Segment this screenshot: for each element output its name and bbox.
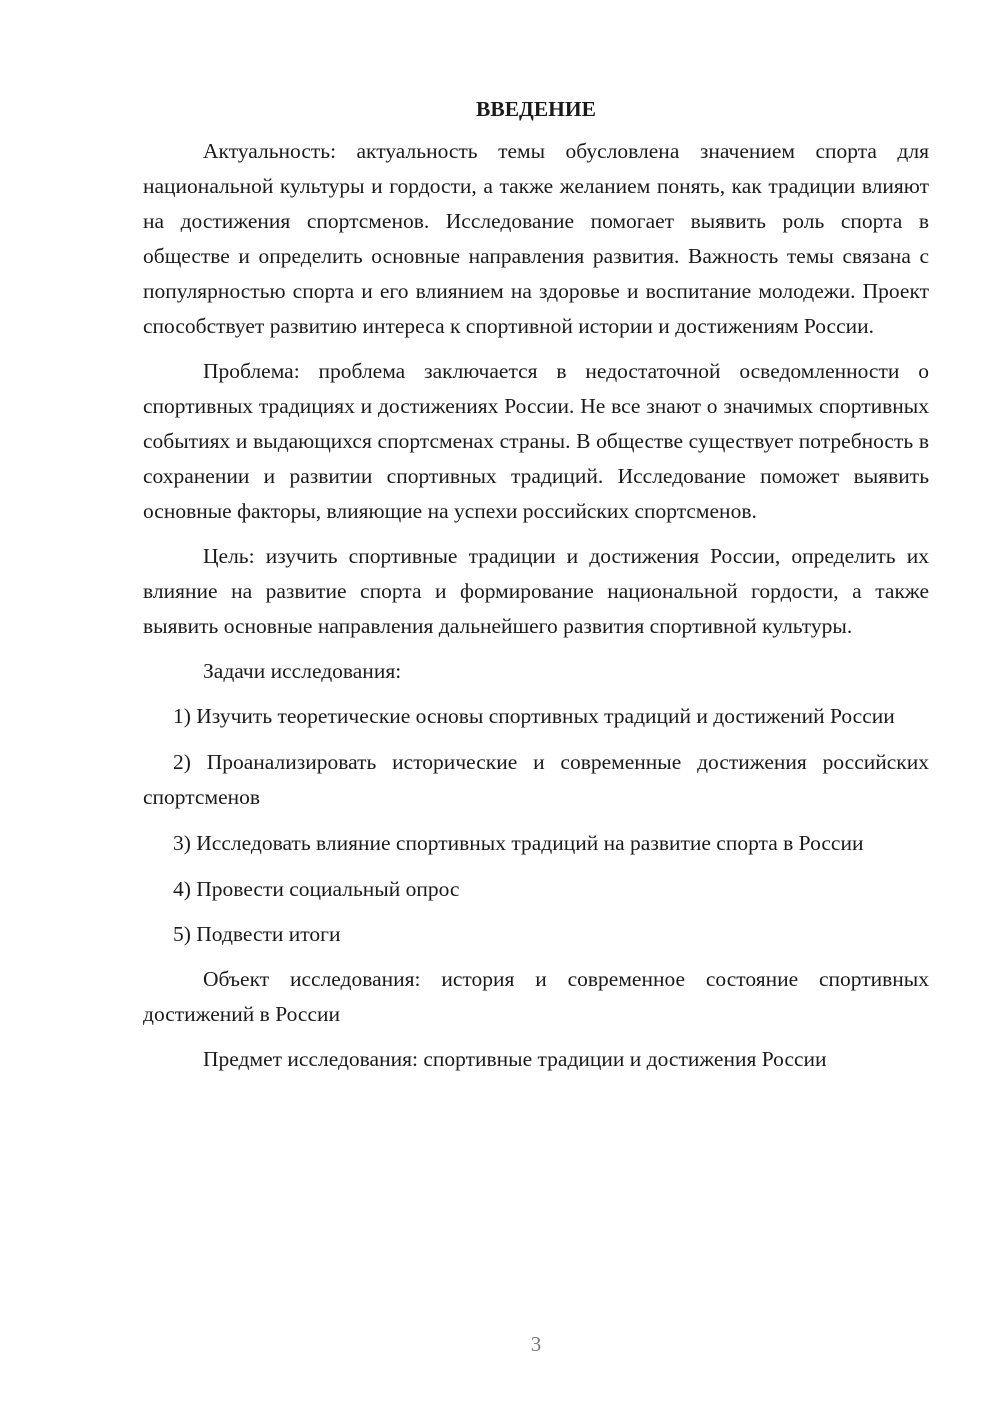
- object-paragraph: Объект исследования: история и современное состояние спортивных достижений в России: [143, 967, 929, 1026]
- page-content: [143, 92, 929, 1087]
- task-item-2: 2) Проанализировать исторические и современные достижения российских спортсменов: [143, 750, 929, 809]
- subject-paragraph: Предмет исследования: спортивные традиции и достижения России: [203, 1047, 827, 1071]
- page-number: 3: [530, 1332, 542, 1356]
- goal-paragraph: Цель: изучить спортивные традиции и достижения России, определить их влияние на развитие спорта и формирование национальной гордости, а также выявить основные направления дальнейшего развития спортивной культуры.: [143, 544, 929, 638]
- task-item-4: 4) Провести социальный опрос: [173, 877, 460, 901]
- problem-paragraph: Проблема: проблема заключается в недостаточной осведомленности о спортивных традициях и достижениях России. Не все знают о значимых спортивных событиях и выдающихся спортсменах страны. В обществе существует потребность в сохранении и развитии спортивных традиций. Исследование поможет выявить основные факторы, влияющие на успехи российских спортсменов.: [143, 359, 929, 523]
- section-heading: ВВЕДЕНИЕ: [476, 97, 596, 121]
- tasks-intro: Задачи исследования:: [203, 659, 402, 683]
- task-item-3: 3) Исследовать влияние спортивных традиций на развитие спорта в России: [173, 831, 864, 855]
- task-item-5: 5) Подвести итоги: [173, 922, 341, 946]
- relevance-paragraph: Актуальность: актуальность темы обусловлена значением спорта для национальной культуры и гордости, а также желанием понять, как традиции влияют на достижения спортсменов. Исследование помогает выявить роль спорта в обществе и определить основные направления развития. Важность темы связана с популярностью спорта и его влиянием на здоровье и воспитание молодежи. Проект способствует развитию интереса к спортивной истории и достижениям России.: [143, 139, 929, 338]
- task-item-1: 1) Изучить теоретические основы спортивных традиций и достижений России: [173, 704, 895, 728]
